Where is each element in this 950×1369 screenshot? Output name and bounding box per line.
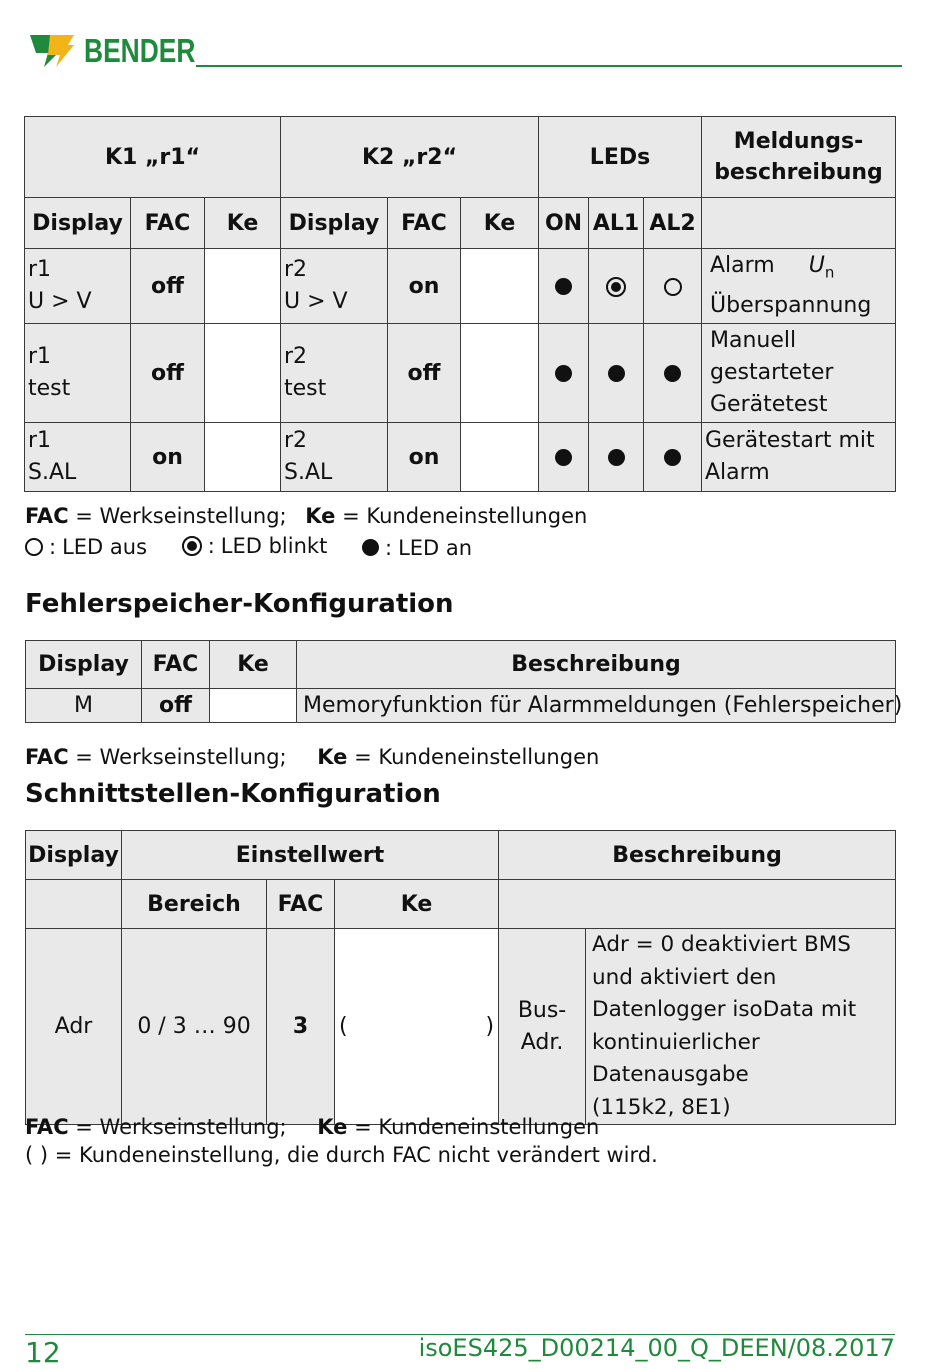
interface-fac: 3	[267, 929, 335, 1125]
led-on-icon	[608, 365, 625, 382]
fac-key: FAC	[25, 745, 69, 769]
memory-display: M	[26, 689, 142, 723]
k1-ke	[205, 423, 281, 492]
fac-ke-note	[25, 1115, 599, 1139]
k1-ke	[205, 324, 281, 423]
section-title-interface: Schnittstellen-Konfiguration	[25, 779, 441, 809]
led-blink-icon	[606, 277, 626, 297]
k2-ke	[461, 324, 539, 423]
document-id: isoES425_D00214_00_Q_DEEN/08.2017	[418, 1334, 895, 1362]
ke-text: = Kundeneinstellungen	[335, 504, 588, 528]
header-rule	[196, 65, 902, 67]
table-row	[26, 929, 896, 1125]
legend-blink: : LED blinkt	[182, 534, 328, 558]
col-header-ke: Ke	[210, 641, 297, 689]
fac-key: FAC	[25, 504, 69, 528]
col-header-al1: AL1	[589, 198, 644, 249]
col-header-display: Display	[26, 641, 142, 689]
col-header-empty	[702, 198, 896, 249]
col-header-on: ON	[539, 198, 589, 249]
row-description: Gerätestart mit Alarm	[702, 423, 896, 492]
col-header-empty	[26, 880, 122, 929]
k2-display: r2 S.AL	[281, 423, 388, 492]
led-blink-icon	[182, 536, 202, 556]
interface-range: 0 / 3 … 90	[122, 929, 267, 1125]
k1-ke	[205, 249, 281, 324]
led-on-icon	[664, 449, 681, 466]
legend-off: : LED aus	[25, 535, 147, 559]
k1-fac: off	[131, 249, 205, 324]
led-legend	[25, 534, 500, 561]
col-header-fac: FAC	[267, 880, 335, 929]
fac-text: = Werkseinstellung;	[68, 504, 294, 528]
memory-fac: off	[142, 689, 210, 723]
led-off-icon	[25, 538, 43, 556]
k1-display: r1 U > V	[25, 249, 131, 324]
interface-desc-long: Adr = 0 deaktiviert BMS und aktiviert den Datenlogger isoData mit kontinuierlicher Datenausgabe (115k2, 8E1)	[586, 929, 896, 1125]
desc-subscript: n	[824, 263, 835, 282]
table-row	[25, 423, 896, 492]
col-header-desc: Beschreibung	[499, 831, 896, 880]
col-header-fac: FAC	[131, 198, 205, 249]
desc-line2: Überspannung	[710, 293, 872, 319]
interface-desc-short: Bus- Adr.	[499, 929, 586, 1125]
desc-main: Alarm	[710, 253, 775, 278]
col-header-ke: Ke	[205, 198, 281, 249]
row-description	[702, 249, 896, 324]
col-header-al2: AL2	[644, 198, 702, 249]
col-header-fac: FAC	[388, 198, 461, 249]
memory-ke	[210, 689, 297, 723]
k2-display: r2 U > V	[281, 249, 388, 324]
interface-table	[25, 830, 896, 1125]
page-number: 12	[25, 1336, 61, 1369]
bender-logo	[28, 32, 223, 70]
col-header-display: Display	[25, 198, 131, 249]
k2-fac: on	[388, 423, 461, 492]
col-header-display: Display	[281, 198, 388, 249]
bender-logo-icon	[28, 33, 76, 69]
led-on-icon	[555, 449, 572, 466]
ke-key: Ke	[317, 745, 348, 769]
col-header-ke: Ke	[335, 880, 499, 929]
k2-fac: off	[388, 324, 461, 423]
led-on-icon	[664, 365, 681, 382]
group-header-leds: LEDs	[539, 117, 702, 198]
group-header-k2: K2 „r2“	[281, 117, 539, 198]
table-row	[25, 249, 896, 324]
col-header-desc: Beschreibung	[297, 641, 896, 689]
fac-ke-note	[25, 504, 587, 528]
led-off-icon	[664, 278, 682, 296]
ke-key: Ke	[305, 504, 336, 528]
k1-display: r1 test	[25, 324, 131, 423]
k2-display: r2 test	[281, 324, 388, 423]
k2-fac: on	[388, 249, 461, 324]
section-title-memory: Fehlerspeicher-Konfiguration	[25, 589, 454, 619]
fac-key: FAC	[25, 1115, 69, 1139]
table-row	[26, 689, 896, 723]
col-header-setting: Einstellwert	[122, 831, 499, 880]
fac-text: = Werkseinstellung;	[68, 745, 294, 769]
table-row	[25, 324, 896, 423]
desc-symbol: U	[808, 253, 825, 278]
fac-text: = Werkseinstellung;	[68, 1115, 294, 1139]
group-header-k1: K1 „r1“	[25, 117, 281, 198]
interface-ke	[335, 929, 499, 1125]
interface-display: Adr	[26, 929, 122, 1125]
row-description: Manuell gestarteter Gerätetest	[702, 324, 896, 423]
col-header-range: Bereich	[122, 880, 267, 929]
legend-on: : LED an	[362, 536, 472, 560]
paren-note: ( ) = Kundeneinstellung, die durch FAC nicht verändert wird.	[25, 1143, 658, 1167]
fac-ke-note	[25, 745, 599, 769]
col-header-ke: Ke	[461, 198, 539, 249]
led-on-icon	[362, 539, 379, 556]
led-on-icon	[555, 278, 572, 295]
col-header-empty	[499, 880, 896, 929]
led-on-icon	[608, 449, 625, 466]
ke-key: Ke	[317, 1115, 348, 1139]
ke-close-paren: )	[485, 1014, 495, 1039]
relay-table	[24, 116, 896, 492]
k2-ke	[461, 249, 539, 324]
memory-desc: Memoryfunktion für Alarmmeldungen (Fehlerspeicher)	[297, 689, 896, 723]
led-on-icon	[555, 365, 572, 382]
k1-display: r1 S.AL	[25, 423, 131, 492]
ke-open-paren: (	[339, 1014, 348, 1039]
col-header-display: Display	[26, 831, 122, 880]
k2-ke	[461, 423, 539, 492]
brand-name: BENDER	[84, 32, 196, 69]
ke-text: = Kundeneinstellungen	[347, 1115, 600, 1139]
group-header-desc: Meldungs- beschreibung	[702, 117, 896, 198]
col-header-fac: FAC	[142, 641, 210, 689]
k1-fac: off	[131, 324, 205, 423]
ke-text: = Kundeneinstellungen	[347, 745, 600, 769]
k1-fac: on	[131, 423, 205, 492]
memory-table	[25, 640, 903, 723]
